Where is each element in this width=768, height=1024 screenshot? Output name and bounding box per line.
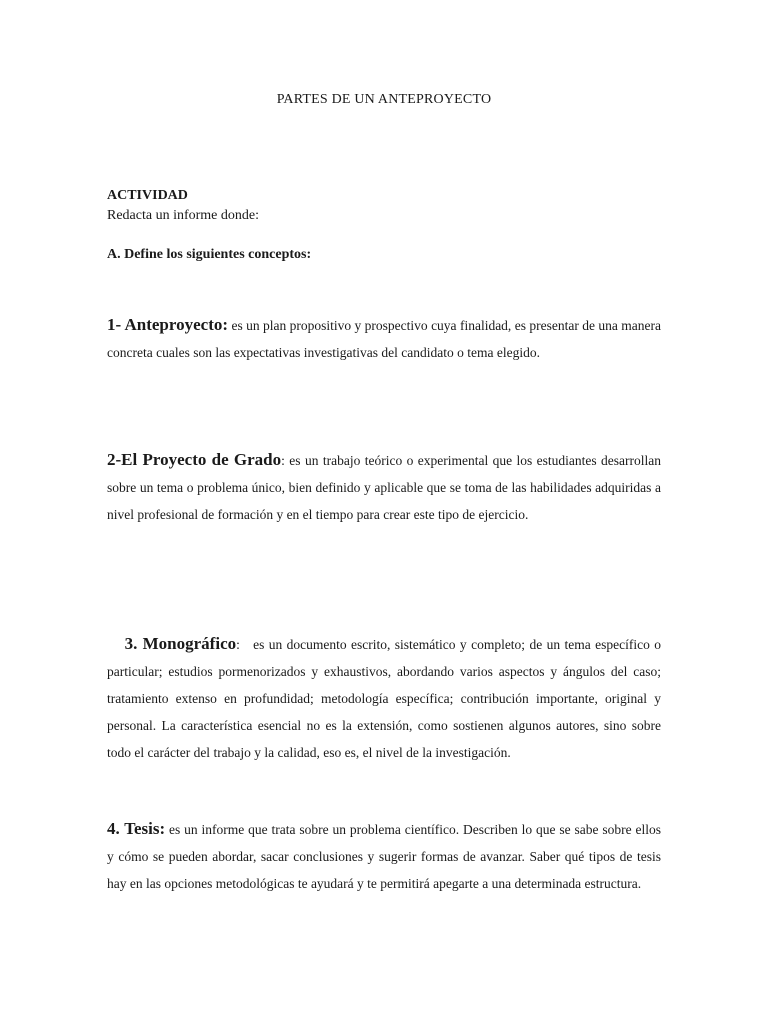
definition-text: es un informe que trata sobre un problema científico. Describen lo que se sabe sobre ellos y cómo se pueden abordar, sacar conclusiones y sugerir formas de avanzar. Saber qué tipos de tesis hay en las opciones metodológicas te ayudará y te permitirá apegarte a una determinada estructura. (107, 822, 661, 891)
definition-term: 2-El Proyecto de Grado (107, 450, 282, 469)
document-title: PARTES DE UN ANTEPROYECTO (276, 92, 492, 107)
definition-monografico (107, 603, 665, 793)
definition-text: es un plan propositivo y prospectivo cuya finalidad, es presentar de una manera concreta cuales son las expectativas investigativas del candidato o tema elegido. (107, 318, 661, 360)
definition-text: es un trabajo teórico o experimental que los estudiantes desarrollan sobre un tema o problema único, bien definido y aplicable que se toma de las habilidades adquiridas a nivel profesional de formación y en el tiempo para crear este tipo de ejercicio. (107, 453, 661, 522)
definition-term-punctuation: : (281, 453, 285, 468)
definition-term: 1- Anteproyecto: (107, 315, 229, 334)
definition-tesis (107, 815, 661, 897)
definition-proyecto-de-grado (107, 446, 661, 528)
section-a-heading: A. Define los siguientes conceptos: (107, 247, 312, 262)
activity-heading: ACTIVIDAD (107, 188, 188, 203)
definition-term: 4. Tesis: (107, 819, 166, 838)
definition-term-punctuation: : (236, 637, 240, 652)
definition-text: es un documento escrito, sistemático y completo; de un tema específico o particular; estudios pormenorizados y exhaustivos, abordando varios aspectos y ángulos del caso; tratamiento extenso en profundidad; metodología específica; contribución importante, original y personal. La característica esencial no es la extensión, como sostienen algunos autores, sino sobre todo el carácter del trabajo y la calidad, eso es, el nivel de la investigación. (107, 637, 665, 760)
definition-term: 3. Monográfico (124, 634, 237, 653)
activity-instruction: Redacta un informe donde: (107, 208, 260, 223)
definition-anteproyecto (107, 311, 661, 366)
